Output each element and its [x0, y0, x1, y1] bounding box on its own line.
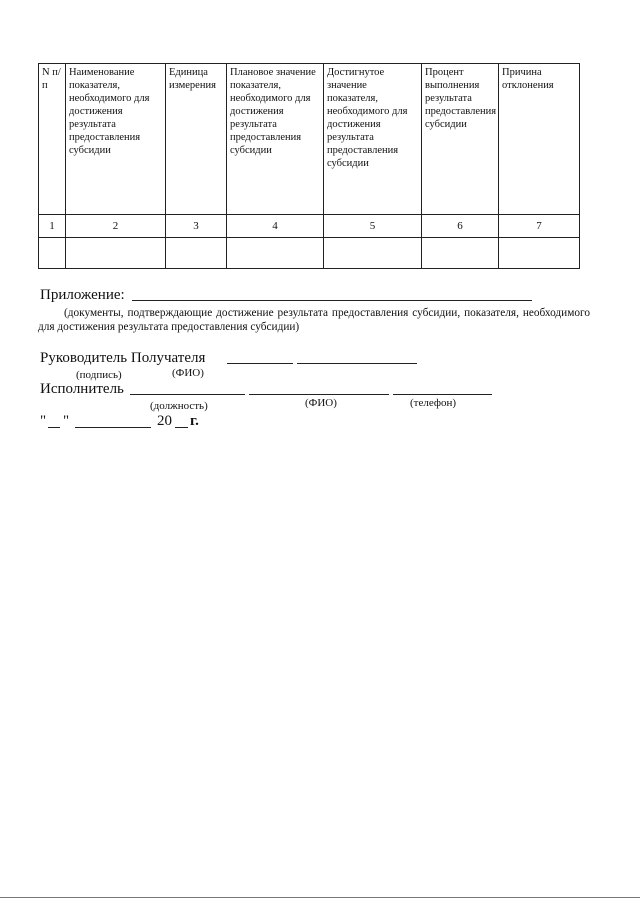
header-cell-completion-percent: Процент выполнения результата предоставления субсидии	[422, 64, 499, 215]
column-number-cell: 1	[39, 215, 66, 238]
head-fio-line	[297, 363, 417, 364]
head-of-recipient-label: Руководитель Получателя	[40, 350, 206, 366]
column-number-cell: 6	[422, 215, 499, 238]
date-day-line	[48, 427, 60, 428]
results-table	[38, 63, 580, 269]
executor-fio-caption: (ФИО)	[305, 397, 337, 409]
date-quote-open: "	[40, 413, 47, 429]
date-month-line	[75, 427, 151, 428]
attachment-label: Приложение:	[40, 287, 125, 303]
table-cell	[39, 238, 66, 269]
table-cell	[227, 238, 324, 269]
date-year-suffix: г.	[190, 413, 199, 429]
executor-label: Исполнитель	[40, 381, 124, 397]
signature-line	[227, 363, 293, 364]
table-cell	[166, 238, 227, 269]
header-cell-achieved-value: Достигнутое значение показателя, необходимого для достижения результата предоставления субсидии	[324, 64, 422, 215]
head-fio-caption: (ФИО)	[172, 367, 204, 379]
date-year-prefix: 20	[157, 413, 172, 429]
phone-line	[393, 394, 492, 395]
header-cell-number: N п/п	[39, 64, 66, 215]
table-header-row	[39, 64, 580, 215]
attachment-fill-line	[132, 300, 532, 301]
header-cell-indicator-name: Наименование показателя, необходимого для достижения результата предоставления субсидии	[66, 64, 166, 215]
table-cell	[422, 238, 499, 269]
header-cell-deviation-reason: Причина отклонения	[499, 64, 580, 215]
date-year-line	[175, 427, 188, 428]
signature-caption: (подпись)	[76, 369, 122, 381]
header-cell-planned-value: Плановое значение показателя, необходимого для достижения результата предоставления субсидии	[227, 64, 324, 215]
table-row	[39, 238, 580, 269]
date-quote-close: "	[63, 413, 70, 429]
page-bottom-divider	[0, 897, 640, 898]
column-number-cell: 5	[324, 215, 422, 238]
column-number-cell: 2	[66, 215, 166, 238]
column-number-cell: 7	[499, 215, 580, 238]
executor-fio-line	[249, 394, 389, 395]
phone-caption: (телефон)	[410, 397, 457, 409]
header-cell-unit: Единица измерения	[166, 64, 227, 215]
position-line	[130, 394, 245, 395]
table-cell	[499, 238, 580, 269]
column-number-cell: 4	[227, 215, 324, 238]
position-caption: (должность)	[150, 400, 208, 412]
column-number-cell: 3	[166, 215, 227, 238]
attachment-note: (документы, подтверждающие достижение результата предоставления субсидии, показателя, необходимого для достижения результата предоставления субсидии)	[38, 307, 590, 333]
table-cell	[66, 238, 166, 269]
table-number-row	[39, 215, 580, 238]
table-cell	[324, 238, 422, 269]
